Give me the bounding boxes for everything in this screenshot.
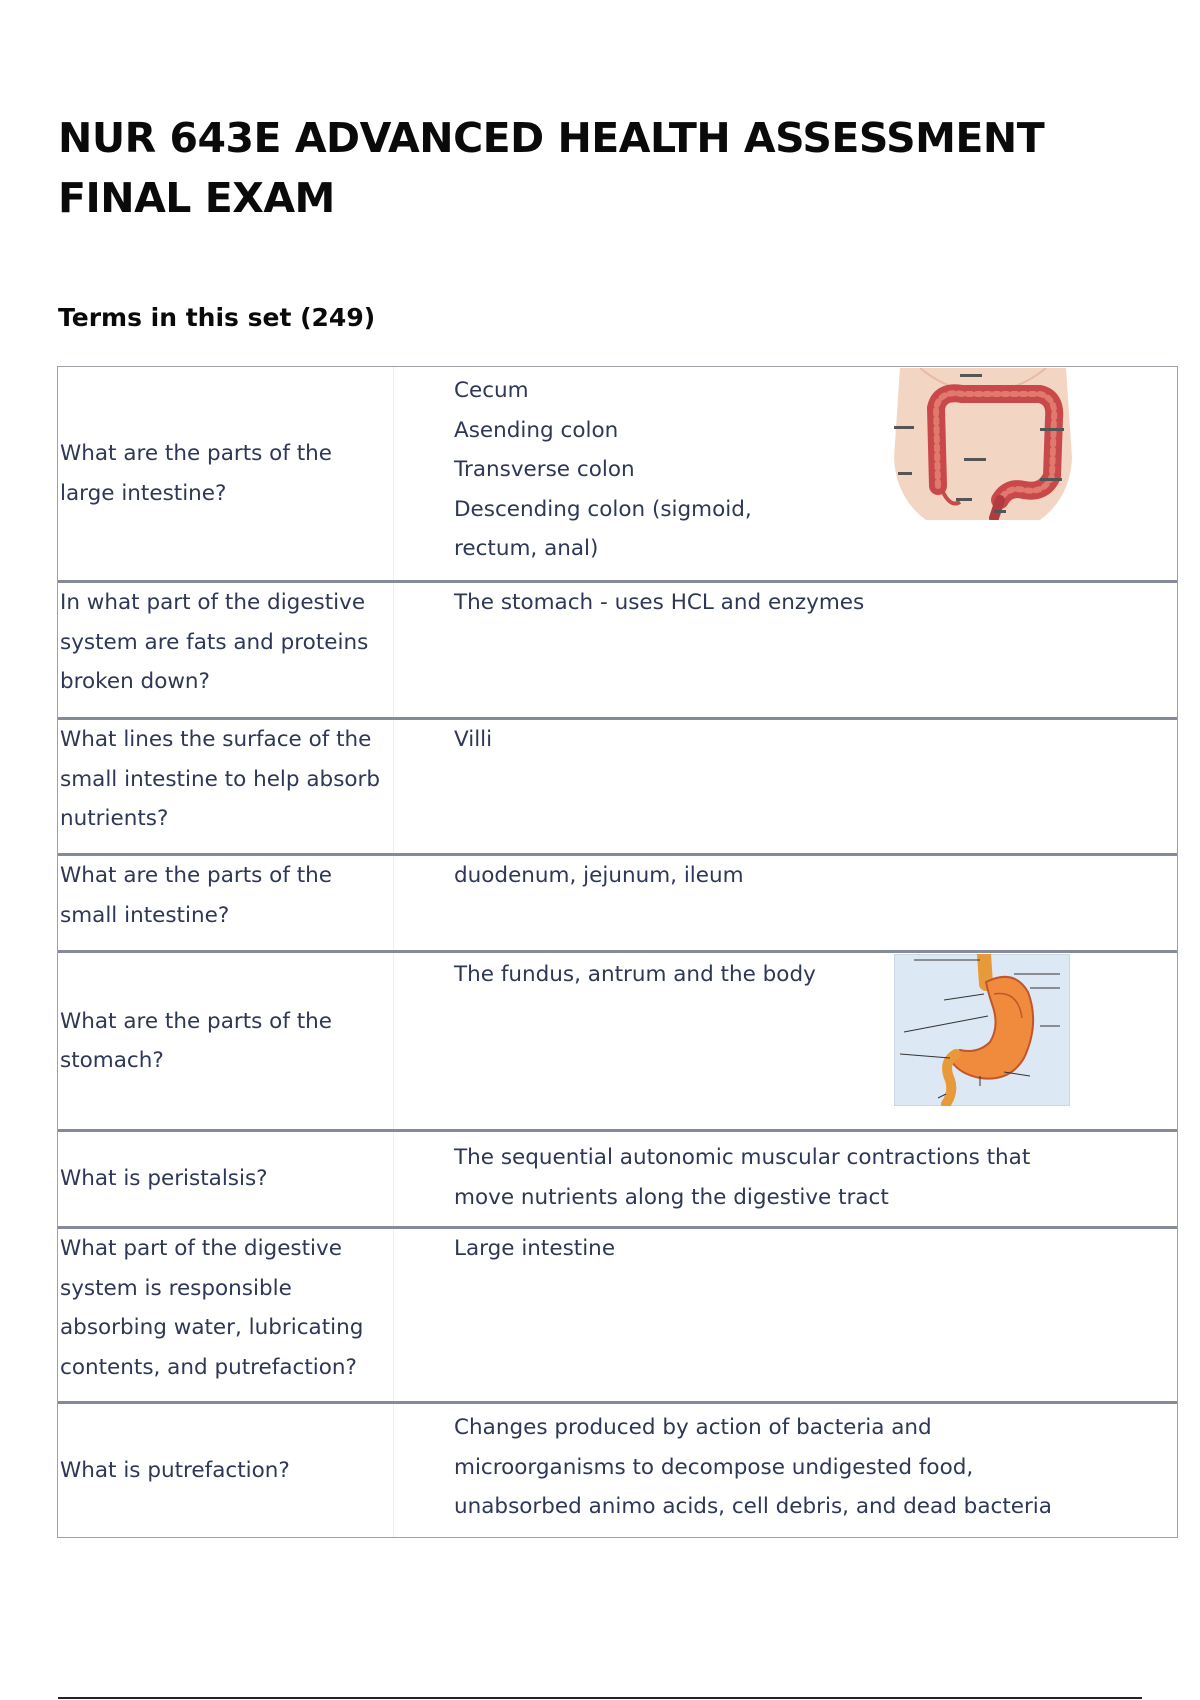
answer-text: The fundus, antrum and the body: [454, 962, 816, 987]
term-answer: [394, 1404, 1177, 1537]
answer-text: duodenum, jejunum, ileum: [454, 863, 744, 888]
term-row: [58, 580, 1177, 717]
stomach-diagram-icon: [894, 954, 1070, 1106]
term-question: What lines the surface of the small intestine to help absorb nutrients?: [58, 720, 394, 853]
term-row: [58, 853, 1177, 950]
answer-line: Asending colon: [454, 417, 619, 443]
term-answer: [394, 953, 1177, 1129]
answer-line: Descending colon (sigmoid,: [454, 496, 752, 522]
term-row: [58, 717, 1177, 853]
term-question: What are the parts of the small intestine?: [58, 856, 394, 950]
term-row: [58, 1401, 1177, 1537]
answer-text: The sequential autonomic muscular contractions that move nutrients along the digestive tract: [454, 1145, 1031, 1210]
large-intestine-diagram-icon: [890, 368, 1076, 520]
term-row: [58, 950, 1177, 1129]
term-question: What part of the digestive system is responsible absorbing water, lubricating contents, and putrefaction?: [58, 1229, 394, 1401]
answer-text: Villi: [454, 727, 493, 752]
term-answer: [394, 856, 1177, 950]
page-divider: [58, 1697, 1142, 1699]
term-row: [58, 367, 1177, 580]
answer-text: Changes produced by action of bacteria and microorganisms to decompose undigested food, unabsorbed animo acids, cell debris, and dead bacteria: [454, 1415, 1052, 1519]
term-row: [58, 1129, 1177, 1226]
term-question: What is putrefaction?: [58, 1404, 394, 1537]
answer-line: Cecum: [454, 378, 529, 403]
term-question: In what part of the digestive system are fats and proteins broken down?: [58, 583, 394, 717]
term-answer: [394, 583, 1177, 717]
answer-line: Transverse colon: [454, 457, 635, 482]
term-question: What are the parts of the stomach?: [58, 953, 394, 1129]
answer-text: The stomach - uses HCL and enzymes: [454, 590, 865, 615]
term-question: What is peristalsis?: [58, 1132, 394, 1226]
answer-line: rectum, anal): [454, 536, 599, 561]
term-row: [58, 1226, 1177, 1401]
term-question: What are the parts of the large intestine?: [58, 367, 394, 580]
answer-text: Large intestine: [454, 1236, 616, 1261]
term-answer: [394, 367, 1177, 580]
term-answer: [394, 1132, 1177, 1226]
terms-table: [57, 366, 1178, 1538]
document-title: NUR 643E ADVANCED HEALTH ASSESSMENT FINAL EXAM: [58, 114, 1045, 222]
term-answer: [394, 720, 1177, 853]
terms-set-heading: Terms in this set (249): [58, 303, 376, 332]
term-answer: [394, 1229, 1177, 1401]
